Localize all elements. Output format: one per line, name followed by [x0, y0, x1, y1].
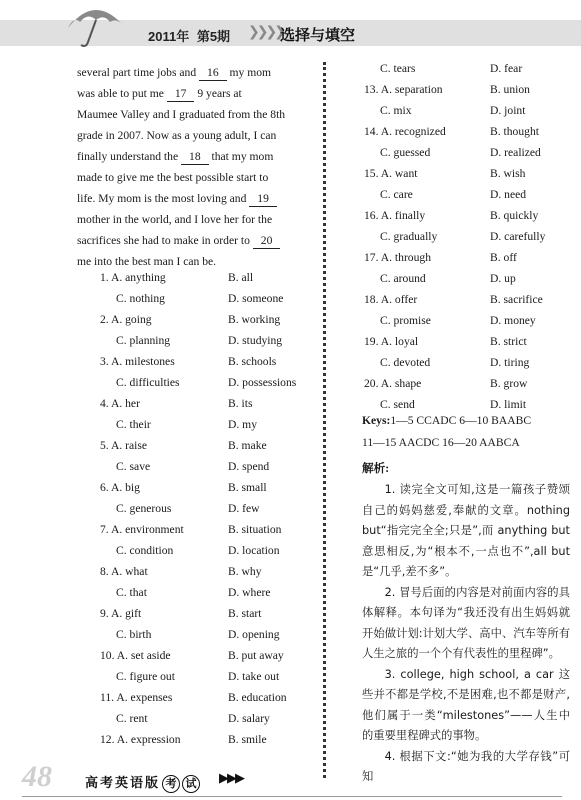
- option-a: 5. A. raise: [100, 439, 148, 452]
- option-a: 3. A. milestones: [100, 355, 175, 368]
- option-b: B. education: [228, 691, 287, 704]
- option-a: 6. A. big: [100, 481, 140, 494]
- option-a: 11. A. expenses: [100, 691, 173, 704]
- passage-line: life. My mom is the most loving and 19: [77, 188, 311, 209]
- option-a: 9. A. gift: [100, 607, 142, 620]
- passage-line: Maumee Valley and I graduated from the 8th: [77, 108, 286, 121]
- option-a: C. rent: [116, 712, 148, 725]
- option-a: C. nothing: [116, 292, 165, 305]
- option-a: C. generous: [116, 502, 172, 515]
- option-a: C. gradually: [380, 230, 438, 243]
- option-b: B. make: [228, 439, 267, 452]
- option-a: C. save: [116, 460, 151, 473]
- option-b: B. situation: [228, 523, 282, 536]
- option-b: D. my: [228, 418, 257, 431]
- passage-text: [77, 62, 311, 272]
- option-b: D. money: [490, 314, 536, 327]
- option-a: 10. A. set aside: [100, 649, 171, 662]
- option-a: C. difficulties: [116, 376, 180, 389]
- option-b: B. why: [228, 565, 262, 578]
- option-b: B. small: [228, 481, 267, 494]
- passage-line: mother in the world, and I love her for the: [77, 213, 273, 226]
- option-a: 20. A. shape: [364, 377, 422, 390]
- issue-label: 第5期: [196, 29, 231, 44]
- passage-line: me into the best man I can be.: [77, 255, 217, 268]
- analysis-label: 解析:: [362, 462, 390, 475]
- keys-line-1: 1—5 CCADC 6—10 BAABC: [390, 414, 532, 427]
- option-b: D. need: [490, 188, 527, 201]
- option-b: B. start: [228, 607, 262, 620]
- option-a: C. planning: [116, 334, 171, 347]
- passage-line: sacrifices she had to make in order to 20: [77, 230, 311, 251]
- passage-line: finally understand the 18 that my mom: [77, 150, 274, 163]
- footer-rule: [22, 796, 562, 797]
- option-a: 15. A. want: [364, 167, 418, 180]
- chevron-icon: ❯❯❯❯: [248, 24, 283, 40]
- column-divider: [323, 62, 326, 778]
- option-b: D. possessions: [228, 376, 297, 389]
- option-b: B. quickly: [490, 209, 539, 222]
- option-a: C. condition: [116, 544, 174, 557]
- year-label: 2011年: [148, 29, 190, 44]
- footer-title: 高考英语版 考 试: [85, 772, 200, 793]
- analysis-paragraph: 3. college, high school, a car 这些并不都是学校,不是困难,也不都是财产,他们属于一类“milestones”——人生中的重要里程碑式的事物。: [362, 667, 570, 742]
- passage-line: made to give me the best possible start to: [77, 171, 269, 184]
- option-b: D. few: [228, 502, 260, 515]
- option-a: C. around: [380, 272, 426, 285]
- keys-line-2: 11—15 AACDC 16—20 AABCA: [362, 436, 520, 449]
- option-b: B. its: [228, 397, 253, 410]
- option-b: D. fear: [490, 62, 523, 75]
- option-a: C. guessed: [380, 146, 431, 159]
- option-b: D. joint: [490, 104, 526, 117]
- option-a: 8. A. what: [100, 565, 148, 578]
- umbrella-icon: [64, 2, 124, 50]
- badge-icon: 试: [182, 775, 200, 793]
- option-b: D. up: [490, 272, 516, 285]
- option-a: 2. A. going: [100, 313, 152, 326]
- option-a: C. mix: [380, 104, 412, 117]
- left-column: [77, 62, 311, 272]
- option-a: 13. A. separation: [364, 83, 443, 96]
- option-b: D. limit: [490, 398, 527, 411]
- option-a: C. that: [116, 586, 147, 599]
- option-b: D. opening: [228, 628, 280, 641]
- blank: 16: [199, 66, 227, 81]
- option-b: B. all: [228, 271, 254, 284]
- option-b: B. wish: [490, 167, 526, 180]
- passage-line: was able to put me 17 9 years at: [77, 87, 242, 100]
- analysis-text: [362, 480, 570, 788]
- option-a: C. their: [116, 418, 151, 431]
- keys-label: Keys:: [362, 414, 391, 427]
- option-b: D. someone: [228, 292, 284, 305]
- option-b: B. sacrifice: [490, 293, 543, 306]
- arrows-icon: ▶▶▶: [219, 771, 243, 786]
- option-a: 18. A. offer: [364, 293, 418, 306]
- option-b: B. schools: [228, 355, 277, 368]
- analysis-paragraph: 1. 读完全文可知,这是一篇孩子赞颂自己的妈妈慈爱,奉献的文章。nothing but“指完完全全;只是”,而 anything but 意思相反,为“根本不,一点也不”,all but 是“几乎,差不多”。: [362, 483, 570, 578]
- option-a: 1. A. anything: [100, 271, 166, 284]
- blank: 20: [253, 234, 281, 249]
- option-b: B. thought: [490, 125, 539, 138]
- option-b: D. realized: [490, 146, 541, 159]
- answer-keys: [362, 414, 532, 449]
- option-a: 17. A. through: [364, 251, 431, 264]
- option-a: 19. A. loyal: [364, 335, 419, 348]
- blank: 18: [181, 150, 209, 165]
- option-b: D. where: [228, 586, 271, 599]
- option-b: B. strict: [490, 335, 527, 348]
- option-b: D. location: [228, 544, 280, 557]
- option-a: C. birth: [116, 628, 152, 641]
- badge-icon: 考: [162, 775, 180, 793]
- option-a: 12. A. expression: [100, 733, 181, 746]
- option-b: B. grow: [490, 377, 528, 390]
- passage-line: several part time jobs and 16 my mom: [77, 66, 272, 79]
- page-number: 48: [22, 760, 52, 793]
- option-a: C. send: [380, 398, 415, 411]
- analysis-paragraph: 2. 冒号后面的内容是对前面内容的具体解释。本句译为“我还没有出生妈妈就开始做计划:计划大学、高中、汽车等所有人生之旅的一个个有代表性的里程碑”。: [362, 585, 570, 660]
- option-b: B. smile: [228, 733, 267, 746]
- option-b: B. working: [228, 313, 281, 326]
- option-b: D. studying: [228, 334, 283, 347]
- option-b: D. tiring: [490, 356, 530, 369]
- blank: 19: [249, 192, 277, 207]
- option-a: C. figure out: [116, 670, 175, 683]
- section-title: 选择与填空: [280, 26, 356, 44]
- option-b: B. union: [490, 83, 530, 96]
- page-footer: [0, 760, 581, 800]
- option-a: 16. A. finally: [364, 209, 426, 222]
- analysis-paragraph: 4. 根据下文:“她为我的大学存钱”可知: [362, 749, 570, 783]
- option-b: B. off: [490, 251, 517, 264]
- option-a: 7. A. environment: [100, 523, 184, 536]
- issue-info: [148, 26, 234, 45]
- option-a: 4. A. her: [100, 397, 140, 410]
- option-a: C. care: [380, 188, 413, 201]
- option-a: C. promise: [380, 314, 431, 327]
- option-a: C. devoted: [380, 356, 431, 369]
- option-b: D. take out: [228, 670, 280, 683]
- blank: 17: [167, 87, 195, 102]
- option-a: 14. A. recognized: [364, 125, 446, 138]
- passage-line: grade in 2007. Now as a young adult, I can: [77, 129, 277, 142]
- option-b: D. spend: [228, 460, 270, 473]
- option-b: B. put away: [228, 649, 284, 662]
- option-b: D. carefully: [490, 230, 546, 243]
- option-b: D. salary: [228, 712, 270, 725]
- option-a: C. tears: [380, 62, 416, 75]
- page-header: [0, 0, 581, 54]
